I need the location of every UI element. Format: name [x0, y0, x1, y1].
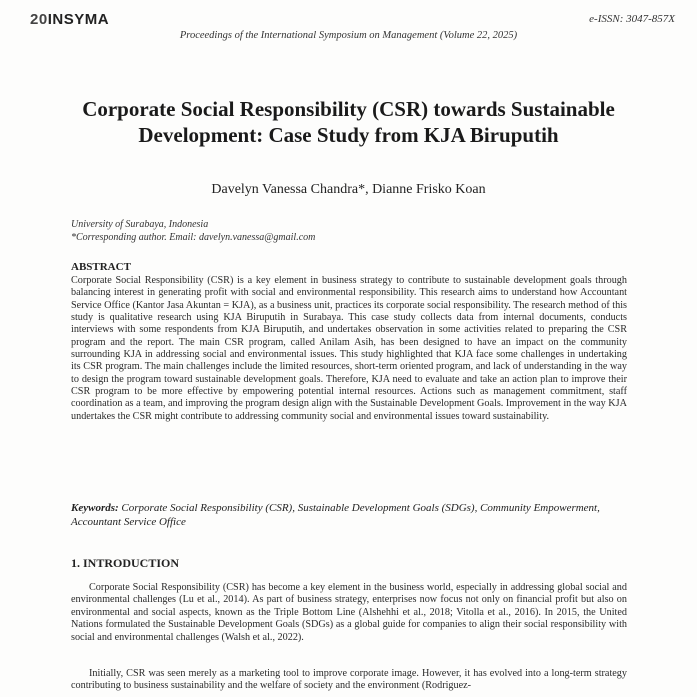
issn-label: e-ISSN: 3047-857X: [589, 13, 675, 25]
affiliation-block: [71, 219, 315, 244]
abstract-text: Corporate Social Responsibility (CSR) is a key element in business strategy to contribute to sustainable development goals through balancing interest in generating profit with social and environmental responsibility. This research aims to understand how Accountant Service Office (Kantor Jasa Akuntan = KJA), as a business unit, practices its corporate social responsibility. The research method of this study is qualitative research using KJA Biruputih in Surabaya. This case study collects data from internal documents, conducts interviews with some respondents from KJA Biruputih, and undertakes observation in some activities related to preparing the CSR program and the report. The main CSR program, called Anilam Asih, has been designed to have an impact on the community surrounding KJA in addressing social and environmental issues. This study highlighted that KJA face some challenges in undertaking its CSR program. The main challenges include the limited resources, short-term oriented program, and lack of understanding in the way to design the program toward sustainable development goals. Therefore, KJA need to evaluate and take an action plan to improve their CSR program to be more effective by empowering potential internal resources. Actions such as management commitment, staff coordination as a team, and improving the program design align with the Sustainable Development Goals. Improvement in the way KJA undertakes the CSR might contribute to addressing community social and environmental issues toward sustainability.: [71, 275, 627, 422]
section-heading-introduction: 1. INTRODUCTION: [71, 556, 180, 570]
conference-logo: [30, 11, 109, 28]
paper-title: Corporate Social Responsibility (CSR) towards Sustainable Development: Case Study from KJA Biruputih: [82, 97, 615, 147]
keywords-text: Corporate Social Responsibility (CSR), Sustainable Development Goals (SDGs), Community Empowerment, Accountant Service Office: [71, 502, 600, 528]
logo-text: INSYMA: [47, 11, 110, 28]
proceedings-label: Proceedings of the International Symposium on Management (Volume 22, 2025): [179, 30, 518, 41]
paper-authors: Davelyn Vanessa Chandra*, Dianne Frisko Koan: [211, 182, 486, 197]
affiliation: University of Surabaya, Indonesia: [71, 219, 209, 230]
intro-paragraph-1: Corporate Social Responsibility (CSR) has become a key element in the business world, especially in addressing global social and environmental challenges (Lu et al., 2014). As part of business strategy, enterprises now focus not only on financial profit but also on environmental and social aspects, known as the Triple Bottom Line (Alshehhi et al., 2018; Vitolla et al., 2016). In 2015, the United Nations formulated the Sustainable Development Goals (SDGs) as a global guide for companies to align their social responsibility with social and environmental challenges (Walsh et al., 2022).: [71, 582, 627, 643]
intro-paragraph-2: Initially, CSR was seen merely as a marketing tool to improve corporate image. However, it has evolved into a long-term strategy contributing to business sustainability and the welfare of society and the environment (Rodriguez-: [71, 668, 627, 692]
abstract-heading: ABSTRACT: [71, 261, 131, 273]
corresponding-author: *Corresponding author. Email: davelyn.vanessa@gmail.com: [71, 231, 316, 243]
keywords-label: Keywords:: [71, 502, 119, 514]
keywords: [71, 501, 627, 529]
logo-prefix: 20: [30, 11, 48, 28]
